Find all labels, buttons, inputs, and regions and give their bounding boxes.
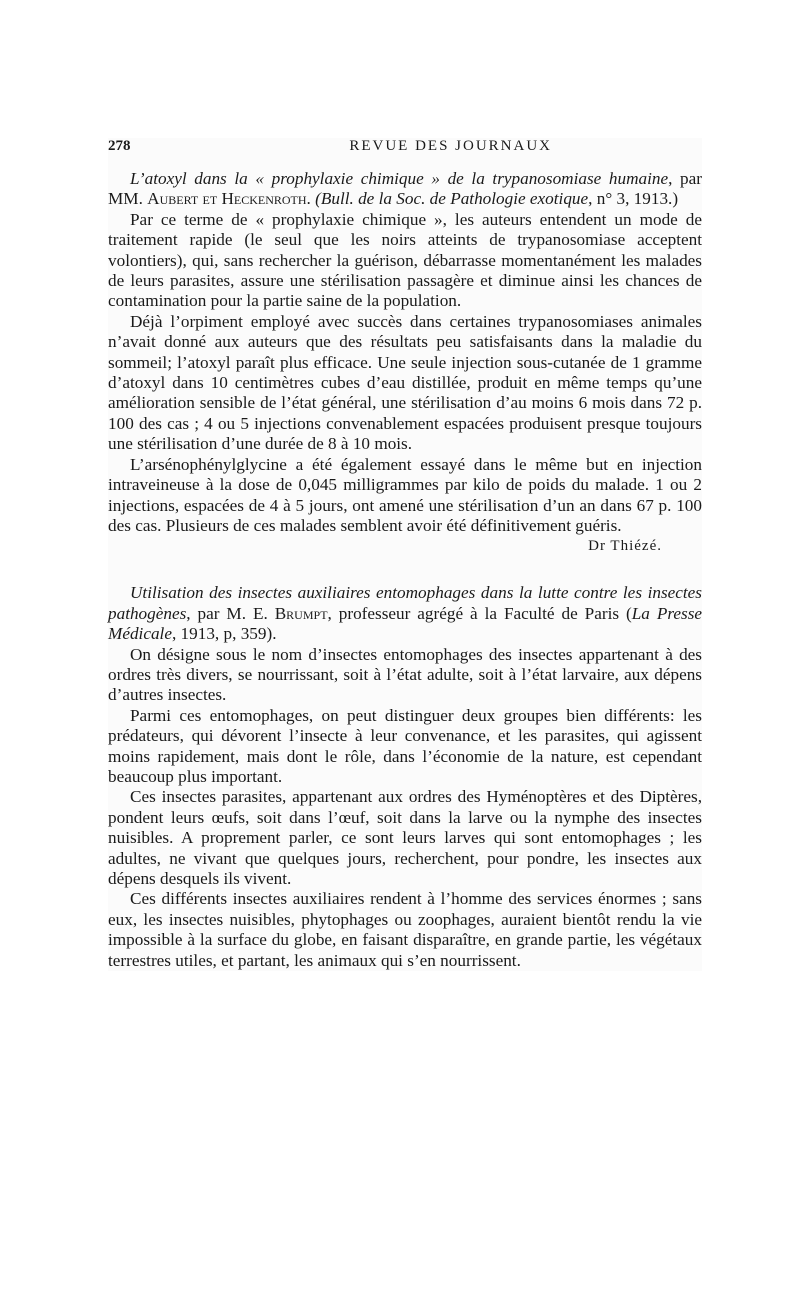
- article-citation: Utilisation des insectes auxiliaires entomophages dans la lutte contre les insectes pathogènes, par M. E. Brumpt, professeur agrégé à la Faculté de Paris (La Presse Médicale, 1913, p, 359).: [108, 583, 703, 644]
- page-number: 278: [108, 138, 131, 154]
- paragraph: Ces insectes parasites, appartenant aux ordres des Hyménoptères et des Diptères, pondent leurs œufs, soit dans l’œuf, soit dans la larve ou la nymphe des insectes nuisibles. A proprement parler, ce sont leurs larves qui sont entomophages ; les adultes, ne vivant que quelques jours, recherchent, pour pondre, les insectes aux dépens desquels ils vivent.: [108, 787, 702, 888]
- article-source: La Presse Médicale: [108, 603, 703, 644]
- article-title: Utilisation des insectes auxiliaires entomophages dans la lutte contre les insectes pathogènes: [108, 583, 702, 623]
- page-header: [108, 138, 702, 155]
- paragraph: Ces différents insectes auxiliaires rendent à l’homme des services énormes ; sans eux, les insectes nuisibles, phytophages ou zoophages, auraient bientôt rendu la vie impossible à la surface du globe, en faisant disparaître, en grande partie, les végétaux terrestres utiles, et partant, les animaux qui s’en nourrissent.: [108, 889, 702, 970]
- article-citation: L’atoxyl dans la « prophylaxie chimique » de la trypanosomiase humaine, par MM. Aubert et Heckenroth. (Bull. de la Soc. de Pathologie exotique, n° 3, 1913.): [108, 169, 702, 209]
- paragraph: Parmi ces entomophages, on peut distinguer deux groupes bien différents: les prédateurs, qui dévorent l’insecte à leur convenance, et les parasites, qui agissent moins rapidement, mais dont le rôle, dans l’économie de la nature, est cependant beaucoup plus important.: [108, 705, 702, 786]
- article-separator: [108, 555, 702, 583]
- article-entomophages: [108, 583, 702, 971]
- paragraph: Par ce terme de « prophylaxie chimique », les auteurs entendent un mode de traitement rapide (le seul que les noirs atteints de trypanosomiase acceptent volontiers), qui, sans rechercher la guérison, débarrasse momentanément les malades de leurs parasites, assure une stérilisation passagère et diminue ainsi les chances de contamination pour la partie saine de la population.: [108, 209, 702, 311]
- article-source: (Bull. de la Soc. de Pathologie exotique: [315, 189, 589, 209]
- running-title: REVUE DES JOURNAUX: [349, 138, 552, 154]
- paragraph: Déjà l’orpiment employé avec succès dans certaines trypanosomiases animales n’avait donné aux auteurs que des résultats peu satisfaisants dans la maladie du sommeil; l’atoxyl paraît plus efficace. Une seule injection sous-cutanée de 1 gramme d’atoxyl dans 10 centimètres cubes d’eau distillée, produit en même temps qu’une amélioration sensible de l’état général, une stérilisation d’au moins 6 mois dans 72 p. 100 des cas ; 4 ou 5 injections convenablement espacées produisent presque toujours une stérilisation d’une durée de 8 à 10 mois.: [108, 311, 702, 454]
- journal-page: [108, 138, 702, 971]
- paragraph: On désigne sous le nom d’insectes entomophages des insectes appartenant à des ordres très divers, se nourrissant, soit à l’état adulte, soit à l’état larvaire, aux dépens d’autres insectes.: [108, 644, 702, 705]
- article-atoxyl: [108, 169, 702, 555]
- article-authors: Aubert et Heckenroth: [147, 189, 307, 209]
- article-author: Brumpt: [274, 603, 328, 623]
- article-title: L’atoxyl dans la « prophylaxie chimique » de la trypanosomiase humaine: [130, 169, 669, 188]
- author-signature: Dr Thiézé.: [588, 538, 662, 555]
- paragraph: L’arsénophénylglycine a été également essayé dans le même but en injection intraveineuse à la dose de 0,045 milligrammes par kilo de poids du malade. 1 ou 2 injections, espacées de 4 à 5 jours, ont amené une stérilisation d’un an dans 67 p. 100 des cas. Plusieurs de ces malades semblent avoir été définitivement guéris.: [108, 454, 702, 535]
